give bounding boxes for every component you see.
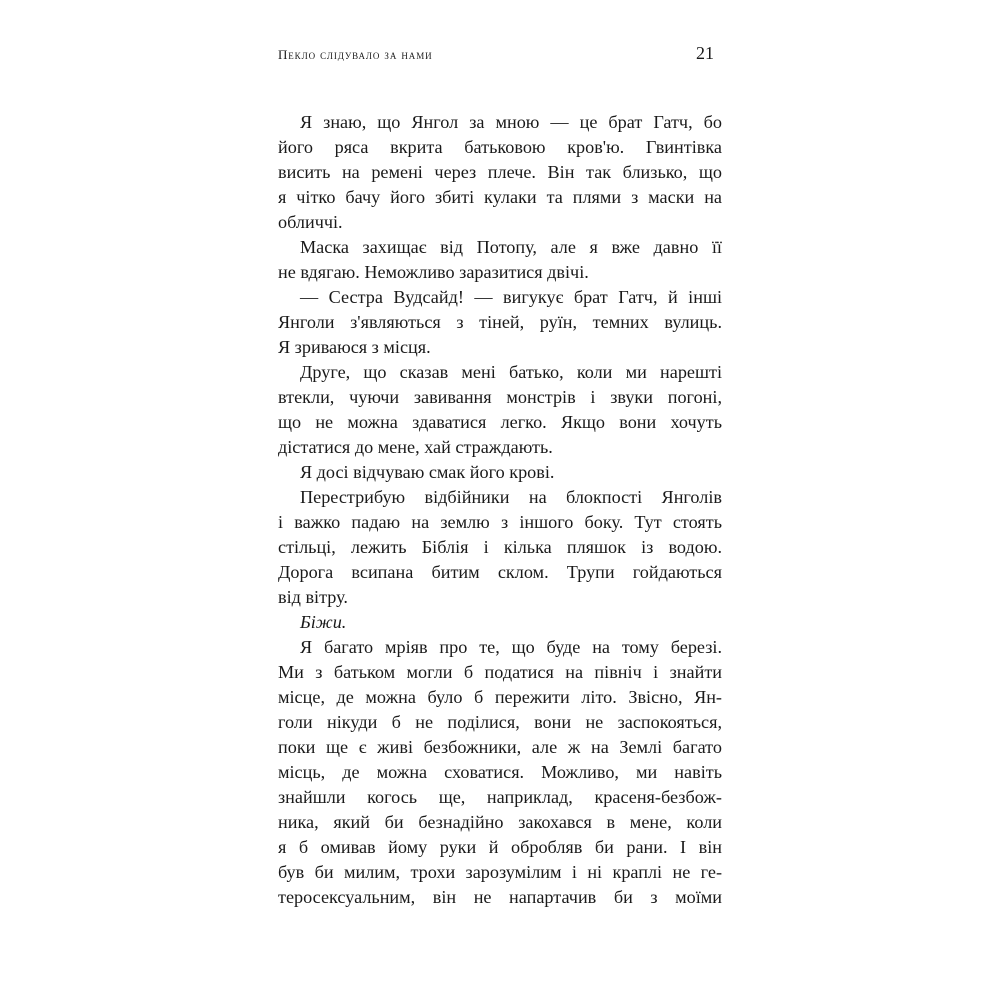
text-line: знайшли когось ще, наприклад, красеня-безбож- xyxy=(278,787,722,807)
text-line: не вдягаю. Неможливо заразитися двічі. xyxy=(278,262,589,282)
text-line: ника, який би безнадійно закохався в мене, коли xyxy=(278,812,722,832)
text-line: Друге, що сказав мені батько, коли ми нарешті xyxy=(300,362,722,382)
text-line: обличчі. xyxy=(278,212,343,232)
text-line: Я знаю, що Янгол за мною — це брат Гатч, бо xyxy=(300,112,722,132)
page-number: 21 xyxy=(696,43,714,63)
text-line: поки ще є живі безбожники, але ж на Землі багато xyxy=(278,737,722,757)
text-line: Дорога всипана битим склом. Трупи гойдаються xyxy=(278,562,722,582)
text-line: теросексуальним, він не напартачив би з моїми xyxy=(278,887,722,907)
text-line: і важко падаю на землю з іншого боку. Тут стоять xyxy=(278,512,722,532)
body-text xyxy=(278,110,722,910)
text-line: Ми з батьком могли б податися на північ і знайти xyxy=(278,662,722,682)
text-line: втекли, чуючи завивання монстрів і звуки погоні, xyxy=(278,387,722,407)
text-line: від вітру. xyxy=(278,587,348,607)
text-line: Я зриваюся з місця. xyxy=(278,337,431,357)
text-line: місць, де можна сховатися. Можливо, ми навіть xyxy=(278,762,722,782)
running-title: Пекло слідувало за нами xyxy=(278,47,433,62)
text-line: висить на ремені через плече. Він так близько, що xyxy=(278,162,722,182)
text-line: Маска захищає від Потопу, але я вже давно її xyxy=(300,237,722,257)
text-line: що не можна здаватися легко. Якщо вони хочуть xyxy=(278,412,722,432)
text-line: голи нікуди б не поділися, вони не заспокояться, xyxy=(278,712,722,732)
text-line: був би милим, трохи зарозумілим і ні краплі не ге- xyxy=(278,862,722,882)
text-line: я б омивав йому руки й обробляв би рани. І він xyxy=(278,837,722,857)
text-line: його ряса вкрита батьковою кров'ю. Гвинтівка xyxy=(278,137,722,157)
text-line: я чітко бачу його збиті кулаки та плями з маски на xyxy=(278,187,722,207)
text-line: Перестрибую відбійники на блокпості Янголів xyxy=(300,487,722,507)
text-line: дістатися до мене, хай страждають. xyxy=(278,437,553,457)
text-line: — Сестра Вудсайд! — вигукує брат Гатч, й інші xyxy=(300,287,722,307)
text-line: стільці, лежить Біблія і кілька пляшок із водою. xyxy=(278,537,722,557)
text-line: місце, де можна було б пережити літо. Звісно, Ян- xyxy=(278,687,722,707)
text-line: Біжи. xyxy=(300,612,347,632)
text-line: Я досі відчуваю смак його крові. xyxy=(300,462,555,482)
text-line: Янголи з'являються з тіней, руїн, темних вулиць. xyxy=(278,312,722,332)
text-line: Я багато мріяв про те, що буде на тому березі. xyxy=(300,637,722,657)
